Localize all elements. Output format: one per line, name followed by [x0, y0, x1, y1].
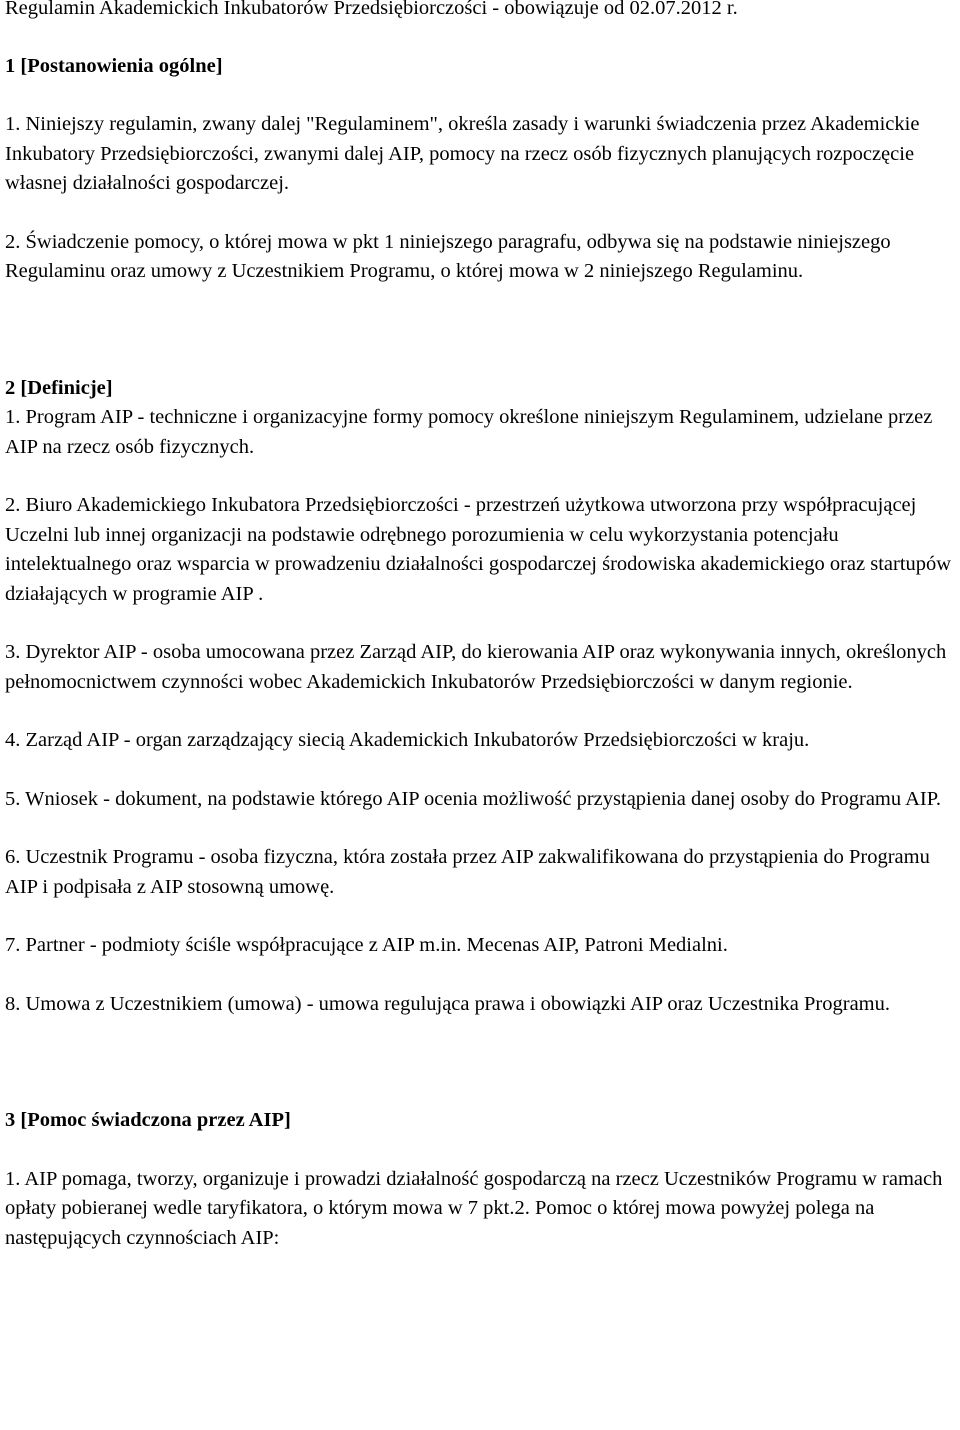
section-2-paragraph-5: 5. Wniosek - dokument, na podstawie którego AIP ocenia możliwość przystąpienia danej osoby do Programu AIP. [5, 787, 941, 810]
section-heading-2: 2 [Definicje] [5, 376, 113, 399]
section-2-paragraph-2: 2. Biuro Akademickiego Inkubatora Przedsiębiorczości - przestrzeń użytkowa utworzona przy współpracującej Uczelni lub innej organizacji na podstawie odrębnego porozumienia w celu wykorzystania potencjału intelektualnego oraz wsparcia w prowadzeniu działalności gospodarczej środowiska akademickiego oraz startupów działających w programie AIP . [5, 494, 952, 605]
section-heading-1: 1 [Postanowienia ogólne] [5, 54, 223, 77]
section-1-paragraph-1: 1. Niniejszy regulamin, zwany dalej "Regulaminem", określa zasady i warunki świadczenia przez Akademickie Inkubatory Przedsiębiorczości, zwanymi dalej AIP, pomocy na rzecz osób fizycznych planujących rozpoczęcie własnej działalności gospodarczej. [5, 113, 920, 194]
section-heading-3: 3 [Pomoc świadczona przez AIP] [5, 1109, 291, 1131]
section-2-paragraph-6: 6. Uczestnik Programu - osoba fizyczna, która została przez AIP zakwalifikowana do przystąpienia do Programu AIP i podpisała z AIP stosowną umowę. [5, 846, 930, 898]
section-2-paragraph-1: 1. Program AIP - techniczne i organizacyjne formy pomocy określone niniejszym Regulaminem, udzielane przez AIP na rzecz osób fizycznych. [5, 406, 933, 458]
section-2-paragraph-3: 3. Dyrektor AIP - osoba umocowana przez Zarząd AIP, do kierowania AIP oraz wykonywania innych, określonych pełnomocnictwem czynności wobec Akademickich Inkubatorów Przedsiębiorczości w danym regionie. [5, 641, 947, 693]
document-title: Regulamin Akademickich Inkubatorów Przedsiębiorczości - obowiązuje od 02.07.2012 r. [5, 0, 738, 19]
section-1-paragraph-2: 2. Świadczenie pomocy, o której mowa w pkt 1 niniejszego paragrafu, odbywa się na podstawie niniejszego Regulaminu oraz umowy z Uczestnikiem Programu, o której mowa w 2 niniejszego Regulaminu. [5, 230, 891, 282]
section-2-paragraph-8: 8. Umowa z Uczestnikiem (umowa) - umowa regulująca prawa i obowiązki AIP oraz Uczestnika Programu. [5, 992, 891, 1015]
section-2-paragraph-4: 4. Zarząd AIP - organ zarządzający siecią Akademickich Inkubatorów Przedsiębiorczości w kraju. [5, 729, 810, 751]
section-3-paragraph-1: 1. AIP pomaga, tworzy, organizuje i prowadzi działalność gospodarczą na rzecz Uczestników Programu w ramach opłaty pobieranej wedle taryfikatora, o którym mowa w 7 pkt.2. Pomoc o której mowa powyżej polega na następujących czynnościach AIP: [5, 1167, 943, 1249]
section-2-paragraph-7: 7. Partner - podmioty ściśle współpracujące z AIP m.in. Mecenas AIP, Patroni Medialni. [5, 934, 728, 956]
document-page [5, 0, 955, 1253]
